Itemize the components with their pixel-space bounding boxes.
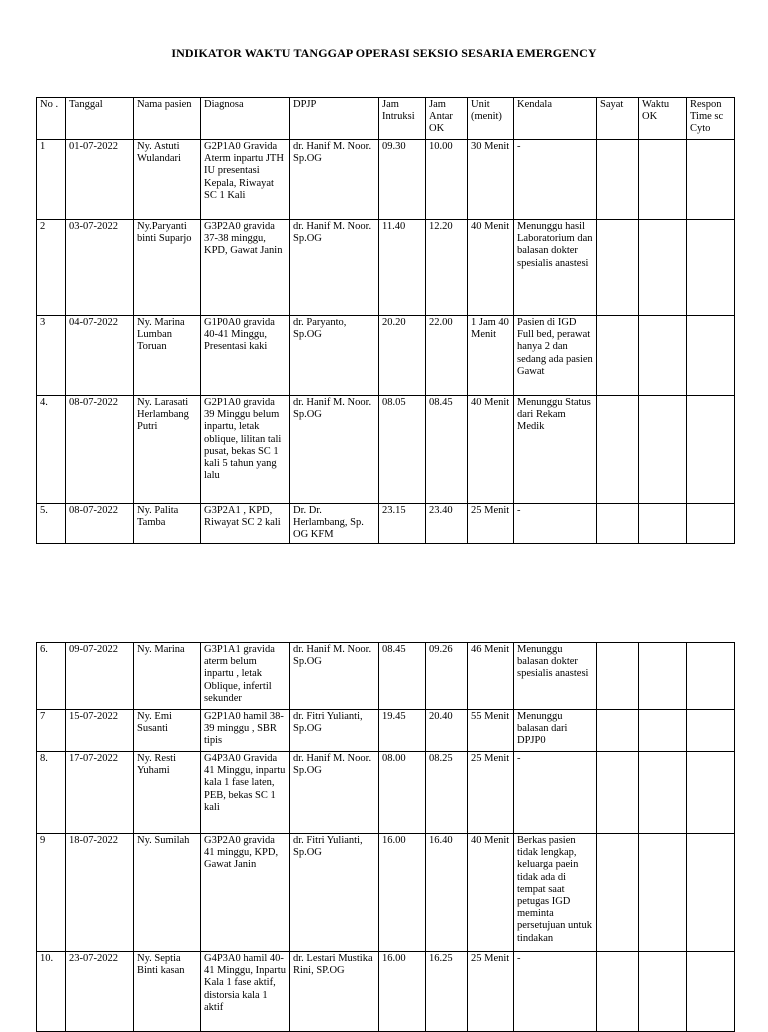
cell-text: dr. Hanif M. Noor. Sp.OG [293, 397, 372, 421]
table-cell-col-no [37, 952, 66, 1032]
table-cell-col-respon-time [687, 140, 735, 220]
cell-text: 09-07-2022 [69, 644, 118, 655]
cell-text: 3 [40, 317, 46, 328]
cell-text: Ny. Marina [137, 644, 185, 655]
cell-text: dr. Hanif M. Noor. Sp.OG [293, 221, 372, 245]
table-cell-col-jam-intruksi [379, 952, 426, 1032]
cell-text: 25 Menit [471, 505, 510, 516]
table-row [37, 952, 735, 1032]
table-cell-col-unit-menit [468, 710, 514, 752]
table-cell-col-jam-antar-ok [426, 952, 468, 1032]
table-cell-col-nama-pasien [134, 952, 201, 1032]
cell-text: Tanggal [69, 99, 103, 110]
cell-text: Pasien di IGD Full bed, perawat hanya 2 dan sedang ada pasien Gawat [517, 317, 593, 377]
cell-text: 40 Menit [471, 221, 510, 232]
cell-text: 08.45 [429, 397, 453, 408]
table-cell-col-waktu-ok [639, 396, 687, 504]
table-cell-col-kendala [514, 98, 597, 140]
cell-text: 08.05 [382, 397, 406, 408]
table-cell-col-diagnosa [201, 952, 290, 1032]
cell-text: 9 [40, 835, 46, 846]
table-cell-col-tanggal [66, 752, 134, 834]
table-cell-col-diagnosa [201, 710, 290, 752]
cell-text: G3P2A0 gravida 37-38 minggu, KPD, Gawat Janin [204, 221, 283, 257]
table-cell-col-unit-menit [468, 643, 514, 710]
cell-text: 16.40 [429, 835, 453, 846]
table-cell-col-no [37, 710, 66, 752]
cell-text: G2P1A0 gravida 39 Minggu belum inpartu, letak oblique, lilitan tali pusat, bekas SC 1 kali 5 tahun yang lalu [204, 397, 282, 482]
cell-text: 08-07-2022 [69, 397, 118, 408]
table-row [37, 220, 735, 316]
table-cell-col-unit-menit [468, 220, 514, 316]
cell-text: 55 Menit [471, 711, 510, 722]
table-cell-col-unit-menit [468, 98, 514, 140]
document-title: INDIKATOR WAKTU TANGGAP OPERASI SEKSIO SESARIA EMERGENCY [171, 46, 597, 60]
table-cell-col-diagnosa [201, 140, 290, 220]
table-cell-col-nama-pasien [134, 752, 201, 834]
cell-text: G4P3A0 Gravida 41 Minggu, inpartu kala 1 fase laten, PEB, bekas SC 1 kali [204, 753, 286, 813]
cell-text: dr. Hanif M. Noor. Sp.OG [293, 644, 372, 668]
table-row [37, 140, 735, 220]
cell-text: 5. [40, 505, 48, 516]
table-cell-col-dpjp [290, 396, 379, 504]
table-cell-col-no [37, 643, 66, 710]
table-cell-col-sayat [597, 98, 639, 140]
table-cell-col-respon-time [687, 643, 735, 710]
table-cell-col-waktu-ok [639, 710, 687, 752]
cell-text: Ny. Marina Lumban Toruan [137, 317, 185, 353]
table-cell-col-sayat [597, 220, 639, 316]
table-cell-col-waktu-ok [639, 220, 687, 316]
cell-text: 23-07-2022 [69, 953, 118, 964]
table-cell-col-diagnosa [201, 98, 290, 140]
table-cell-col-respon-time [687, 752, 735, 834]
table-cell-col-no [37, 396, 66, 504]
cell-text: Menunggu balasan dari DPJP0 [517, 711, 568, 747]
table-cell-col-no [37, 316, 66, 396]
cell-text: 08.00 [382, 753, 406, 764]
cell-text: 25 Menit [471, 953, 510, 964]
cell-text: Sayat [600, 99, 624, 110]
table-cell-col-dpjp [290, 643, 379, 710]
table-cell-col-tanggal [66, 220, 134, 316]
cell-text: G2P1A0 hamil 38-39 minggu , SBR tipis [204, 711, 284, 747]
table-cell-col-jam-antar-ok [426, 504, 468, 544]
cell-text: DPJP [293, 99, 317, 110]
cell-text: 10.00 [429, 141, 453, 152]
table-cell-col-respon-time [687, 396, 735, 504]
cell-text: dr. Fitri Yulianti, Sp.OG [293, 711, 363, 735]
table-cell-col-nama-pasien [134, 834, 201, 952]
cell-text: Ny. Emi Susanti [137, 711, 172, 735]
table-cell-col-kendala [514, 504, 597, 544]
cell-text: 18-07-2022 [69, 835, 118, 846]
table-cell-col-kendala [514, 220, 597, 316]
cell-text: 46 Menit [471, 644, 510, 655]
cell-text: Ny. Astuti Wulandari [137, 141, 181, 165]
cell-text: Nama pasien [137, 99, 192, 110]
cell-text: 22.00 [429, 317, 453, 328]
table-row [37, 752, 735, 834]
table-cell-col-waktu-ok [639, 952, 687, 1032]
table-cell-col-unit-menit [468, 504, 514, 544]
table-cell-col-nama-pasien [134, 643, 201, 710]
cell-text: No . [40, 99, 59, 110]
table-cell-col-nama-pasien [134, 316, 201, 396]
cell-text: dr. Hanif M. Noor. Sp.OG [293, 753, 372, 777]
cell-text: 04-07-2022 [69, 317, 118, 328]
table-cell-col-no [37, 834, 66, 952]
table-cell-col-jam-antar-ok [426, 220, 468, 316]
table-cell-col-sayat [597, 396, 639, 504]
cell-text: 19.45 [382, 711, 406, 722]
table-cell-col-tanggal [66, 316, 134, 396]
cell-text: Menunggu Status dari Rekam Medik [517, 397, 591, 433]
table-cell-col-kendala [514, 396, 597, 504]
table-cell-col-jam-antar-ok [426, 643, 468, 710]
table-cell-col-diagnosa [201, 316, 290, 396]
cell-text: G1P0A0 gravida 40-41 Minggu, Presentasi kaki [204, 317, 275, 353]
cell-text: Ny. Sumilah [137, 835, 190, 846]
table-cell-col-unit-menit [468, 752, 514, 834]
cell-text: 08-07-2022 [69, 505, 118, 516]
table-cell-col-nama-pasien [134, 504, 201, 544]
table-header-row [37, 98, 735, 140]
cell-text: - [517, 753, 521, 764]
cell-text: Waktu OK [642, 99, 670, 123]
table-cell-col-respon-time [687, 834, 735, 952]
table-cell-col-nama-pasien [134, 98, 201, 140]
table-cell-col-jam-antar-ok [426, 396, 468, 504]
table-cell-col-dpjp [290, 140, 379, 220]
table-cell-col-nama-pasien [134, 396, 201, 504]
cell-text: dr. Lestari Mustika Rini, SP.OG [293, 953, 373, 977]
cell-text: G3P2A1 , KPD, Riwayat SC 2 kali [204, 505, 281, 529]
table-cell-col-tanggal [66, 140, 134, 220]
table-cell-col-sayat [597, 710, 639, 752]
table-cell-col-jam-intruksi [379, 504, 426, 544]
table-cell-col-dpjp [290, 710, 379, 752]
table-cell-col-kendala [514, 316, 597, 396]
table-cell-col-jam-antar-ok [426, 98, 468, 140]
cell-text: 10. [40, 953, 54, 964]
table-cell-col-sayat [597, 643, 639, 710]
table-cell-col-diagnosa [201, 643, 290, 710]
cell-text: Unit (menit) [471, 99, 502, 123]
cell-text: 16.00 [382, 835, 406, 846]
table-cell-col-waktu-ok [639, 98, 687, 140]
table-cell-col-jam-antar-ok [426, 140, 468, 220]
table-cell-col-tanggal [66, 396, 134, 504]
table-cell-col-tanggal [66, 643, 134, 710]
cell-text: 30 Menit [471, 141, 510, 152]
cell-text: 1 Jam 40 Menit [471, 317, 509, 341]
table-cell-col-unit-menit [468, 834, 514, 952]
table-cell-col-waktu-ok [639, 504, 687, 544]
table-cell-col-dpjp [290, 504, 379, 544]
table-cell-col-nama-pasien [134, 710, 201, 752]
cell-text: Berkas pasien tidak lengkap, keluarga paein tidak ada di tempat saat petugas IGD meminta persetujuan untuk tindakan [517, 835, 592, 944]
table-cell-col-no [37, 220, 66, 316]
cell-text: 12.20 [429, 221, 453, 232]
table-cell-col-tanggal [66, 504, 134, 544]
cell-text: G4P3A0 hamil 40-41 Minggu, Inpartu Kala 1 fase aktif, distorsia kala 1 aktif [204, 953, 286, 1013]
table-cell-col-kendala [514, 710, 597, 752]
table-row [37, 504, 735, 544]
cell-text: dr. Hanif M. Noor. Sp.OG [293, 141, 372, 165]
table-cell-col-dpjp [290, 316, 379, 396]
table-cell-col-tanggal [66, 98, 134, 140]
table-cell-col-diagnosa [201, 752, 290, 834]
cell-text: 08.45 [382, 644, 406, 655]
cell-text: dr. Fitri Yulianti, Sp.OG [293, 835, 363, 859]
table-cell-col-waktu-ok [639, 140, 687, 220]
table-cell-col-diagnosa [201, 396, 290, 504]
cell-text: Ny. Septia Binti kasan [137, 953, 185, 977]
cell-text: 40 Menit [471, 835, 510, 846]
table-cell-col-kendala [514, 952, 597, 1032]
table-cell-col-jam-intruksi [379, 710, 426, 752]
table-cell-col-waktu-ok [639, 834, 687, 952]
cell-text: Jam Antar OK [429, 99, 453, 135]
table-cell-col-respon-time [687, 316, 735, 396]
table-cell-col-diagnosa [201, 834, 290, 952]
cell-text: 01-07-2022 [69, 141, 118, 152]
cell-text: 23.15 [382, 505, 406, 516]
response-time-table-1 [36, 97, 735, 544]
cell-text: Ny. Palita Tamba [137, 505, 179, 529]
cell-text: Menunggu hasil Laboratorium dan balasan dokter spesialis anastesi [517, 221, 593, 269]
cell-text: 40 Menit [471, 397, 510, 408]
cell-text: Ny. Resti Yuhami [137, 753, 176, 777]
table-cell-col-no [37, 752, 66, 834]
table-cell-col-unit-menit [468, 140, 514, 220]
cell-text: 03-07-2022 [69, 221, 118, 232]
table-cell-col-diagnosa [201, 504, 290, 544]
table-cell-col-tanggal [66, 834, 134, 952]
cell-text: - [517, 141, 521, 152]
cell-text: - [517, 505, 521, 516]
table-cell-col-tanggal [66, 710, 134, 752]
table-cell-col-unit-menit [468, 316, 514, 396]
cell-text: G3P1A1 gravida aterm belum inpartu , letak Oblique, infertil sekunder [204, 644, 275, 704]
table-cell-col-dpjp [290, 952, 379, 1032]
table-cell-col-jam-antar-ok [426, 710, 468, 752]
cell-text: Menunggu balasan dokter spesialis anastesi [517, 644, 589, 680]
table-cell-col-sayat [597, 140, 639, 220]
cell-text: 09.26 [429, 644, 453, 655]
cell-text: 09.30 [382, 141, 406, 152]
table-cell-col-jam-intruksi [379, 140, 426, 220]
cell-text: - [517, 953, 521, 964]
table-cell-col-sayat [597, 834, 639, 952]
cell-text: Ny.Paryanti binti Suparjo [137, 221, 192, 245]
table-cell-col-kendala [514, 834, 597, 952]
table-cell-col-respon-time [687, 504, 735, 544]
cell-text: 20.40 [429, 711, 453, 722]
cell-text: G3P2A0 gravida 41 minggu, KPD, Gawat Janin [204, 835, 279, 871]
cell-text: 16.00 [382, 953, 406, 964]
table-cell-col-dpjp [290, 834, 379, 952]
cell-text: Ny. Larasati Herlambang Putri [137, 397, 189, 433]
table-cell-col-dpjp [290, 220, 379, 316]
table-cell-col-dpjp [290, 752, 379, 834]
cell-text: Respon Time sc Cyto [690, 99, 724, 135]
table-cell-col-kendala [514, 752, 597, 834]
response-time-table-2 [36, 642, 735, 1032]
cell-text: 1 [40, 141, 46, 152]
cell-text: 23.40 [429, 505, 453, 516]
table-row [37, 316, 735, 396]
table-cell-col-no [37, 140, 66, 220]
table-cell-col-jam-intruksi [379, 752, 426, 834]
table-cell-col-jam-antar-ok [426, 834, 468, 952]
table-cell-col-no [37, 98, 66, 140]
cell-text: 17-07-2022 [69, 753, 118, 764]
cell-text: Diagnosa [204, 99, 244, 110]
table-cell-col-respon-time [687, 98, 735, 140]
table-row [37, 834, 735, 952]
table-cell-col-sayat [597, 504, 639, 544]
cell-text: G2P1A0 Gravida Aterm inpartu JTH IU presentasi Kepala, Riwayat SC 1 Kali [204, 141, 284, 201]
table-cell-col-jam-intruksi [379, 316, 426, 396]
table-cell-col-kendala [514, 643, 597, 710]
table-cell-col-tanggal [66, 952, 134, 1032]
cell-text: 16.25 [429, 953, 453, 964]
cell-text: 4. [40, 397, 48, 408]
cell-text: 7 [40, 711, 46, 722]
table-cell-col-jam-intruksi [379, 220, 426, 316]
cell-text: 6. [40, 644, 48, 655]
cell-text: dr. Paryanto, Sp.OG [293, 317, 347, 341]
table-row [37, 710, 735, 752]
table-cell-col-jam-intruksi [379, 834, 426, 952]
cell-text: 20.20 [382, 317, 406, 328]
cell-text: 2 [40, 221, 46, 232]
table-row [37, 643, 735, 710]
table-cell-col-unit-menit [468, 396, 514, 504]
cell-text: Kendala [517, 99, 552, 110]
cell-text: 8. [40, 753, 48, 764]
table-cell-col-waktu-ok [639, 643, 687, 710]
table-cell-col-kendala [514, 140, 597, 220]
table-cell-col-respon-time [687, 710, 735, 752]
cell-text: 08.25 [429, 753, 453, 764]
table-cell-col-waktu-ok [639, 316, 687, 396]
cell-text: 15-07-2022 [69, 711, 118, 722]
cell-text: 11.40 [382, 221, 406, 232]
table-cell-col-diagnosa [201, 220, 290, 316]
cell-text: Jam Intruksi [382, 99, 415, 123]
table-row [37, 396, 735, 504]
table-cell-col-sayat [597, 952, 639, 1032]
table-cell-col-jam-intruksi [379, 643, 426, 710]
table-cell-col-respon-time [687, 220, 735, 316]
table-cell-col-nama-pasien [134, 140, 201, 220]
table-cell-col-jam-intruksi [379, 396, 426, 504]
table-cell-col-waktu-ok [639, 752, 687, 834]
table-cell-col-no [37, 504, 66, 544]
table-cell-col-sayat [597, 316, 639, 396]
table-cell-col-respon-time [687, 952, 735, 1032]
table-cell-col-sayat [597, 752, 639, 834]
cell-text: 25 Menit [471, 753, 510, 764]
table-cell-col-unit-menit [468, 952, 514, 1032]
table-cell-col-jam-antar-ok [426, 752, 468, 834]
cell-text: Dr. Dr. Herlambang, Sp. OG KFM [293, 505, 364, 541]
table-cell-col-jam-antar-ok [426, 316, 468, 396]
table-cell-col-dpjp [290, 98, 379, 140]
table-cell-col-jam-intruksi [379, 98, 426, 140]
table-cell-col-nama-pasien [134, 220, 201, 316]
